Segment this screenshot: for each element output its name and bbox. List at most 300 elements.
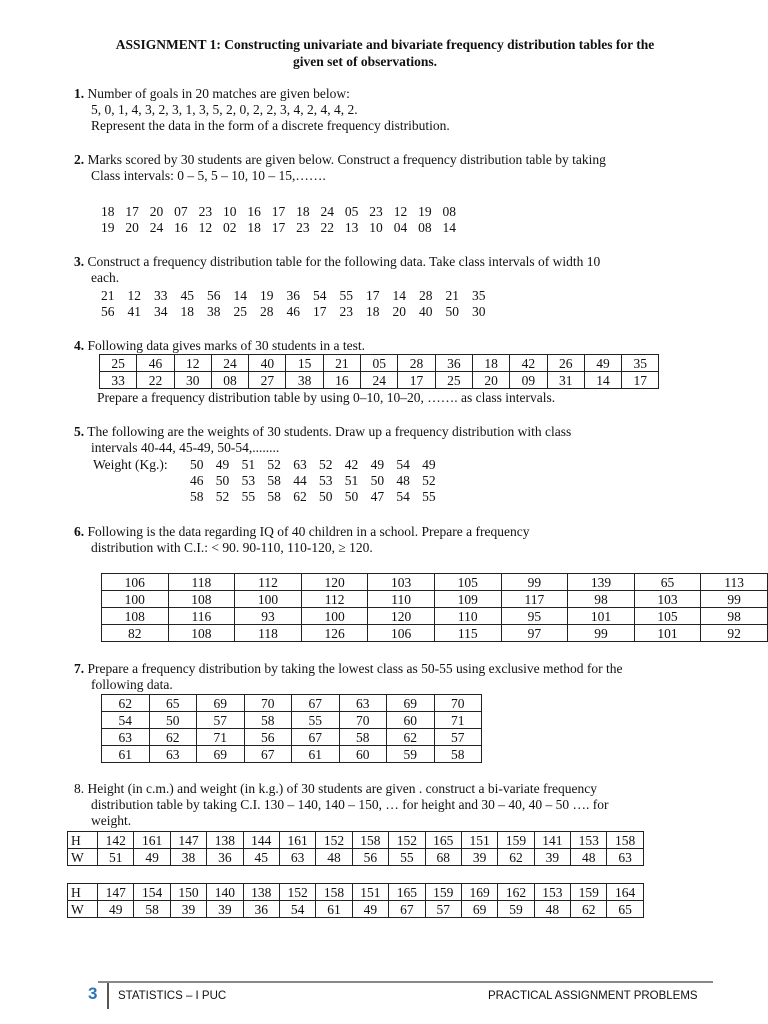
data-value: 54 <box>396 457 410 472</box>
question-5 <box>74 424 571 456</box>
title-line-2: given set of observations. <box>293 54 437 69</box>
data-value: 35 <box>472 288 486 303</box>
question-text: Represent the data in the form of a discrete frequency distribution. <box>91 118 450 133</box>
table-cell: 109 <box>434 591 501 608</box>
table-cell: 68 <box>425 849 461 866</box>
row-label: H <box>68 832 98 849</box>
table-cell: 69 <box>387 695 435 712</box>
page-number: 3 <box>88 984 98 1003</box>
q5-data-row-2 <box>190 473 448 489</box>
data-value: 17 <box>271 204 286 219</box>
question-text: Following is the data regarding IQ of 40 children in a school. Prepare a frequency <box>87 524 530 539</box>
q3-data-row-1 <box>101 288 499 304</box>
question-text: Marks scored by 30 students are given below. Construct a frequency distribution table by taking <box>87 152 606 167</box>
data-value: 50 <box>445 304 459 319</box>
data-value: 47 <box>370 489 385 504</box>
question-number: 1. <box>74 86 85 101</box>
q8-height-weight-table-1 <box>67 831 644 866</box>
data-value: 04 <box>393 220 408 235</box>
table-row <box>102 746 482 763</box>
table-cell: 118 <box>235 625 302 642</box>
data-value: 41 <box>127 304 141 319</box>
table-cell: 56 <box>244 729 292 746</box>
data-value: 24 <box>149 220 164 235</box>
q4-marks-table <box>99 354 659 389</box>
table-cell: 55 <box>389 849 425 866</box>
table-cell: 152 <box>389 832 425 849</box>
table-cell: 99 <box>701 591 768 608</box>
table-cell: 24 <box>361 372 398 389</box>
table-row <box>102 625 768 642</box>
data-value: 18 <box>366 304 380 319</box>
table-cell: 159 <box>571 884 607 901</box>
table-cell: 36 <box>435 355 472 372</box>
table-cell: 100 <box>301 608 368 625</box>
table-cell: 99 <box>501 574 568 591</box>
table-cell: 144 <box>243 832 279 849</box>
data-value: 18 <box>247 220 261 235</box>
table-cell: 147 <box>170 832 206 849</box>
table-cell: 56 <box>352 849 388 866</box>
table-cell: 120 <box>301 574 368 591</box>
question-text: weight. <box>91 813 132 828</box>
data-value: 49 <box>215 457 230 472</box>
table-cell: 165 <box>389 884 425 901</box>
table-cell: 98 <box>568 591 635 608</box>
table-cell: 09 <box>510 372 547 389</box>
data-value: 52 <box>318 457 333 472</box>
table-cell: 98 <box>701 608 768 625</box>
table-cell: 15 <box>286 355 323 372</box>
question-text: each. <box>91 270 120 285</box>
data-value: 14 <box>233 288 247 303</box>
q2-data-row-1 <box>101 204 467 220</box>
table-cell: 93 <box>235 608 302 625</box>
table-cell: 158 <box>607 832 643 849</box>
table-cell: 70 <box>434 695 482 712</box>
table-cell: 105 <box>634 608 701 625</box>
data-value: 63 <box>293 457 307 472</box>
question-number: 8. <box>74 781 85 796</box>
question-text: Prepare a frequency distribution table by using 0–10, 10–20, ……. as class intervals. <box>97 390 556 405</box>
data-value: 40 <box>419 304 433 319</box>
table-cell: 58 <box>434 746 482 763</box>
table-cell: 61 <box>102 746 150 763</box>
data-value: 50 <box>190 457 204 472</box>
table-cell: 20 <box>472 372 509 389</box>
table-cell: 57 <box>434 729 482 746</box>
table-cell: 16 <box>323 372 360 389</box>
table-cell: 141 <box>534 832 570 849</box>
question-number: 5. <box>74 424 85 439</box>
table-cell: 138 <box>207 832 243 849</box>
data-value: 48 <box>396 473 410 488</box>
table-cell: 46 <box>137 355 174 372</box>
data-value: 55 <box>241 489 256 504</box>
table-cell: 59 <box>498 901 534 918</box>
table-cell: 18 <box>472 355 509 372</box>
data-value: 50 <box>215 473 230 488</box>
table-cell: 55 <box>292 712 340 729</box>
question-6 <box>74 524 530 556</box>
question-number: 2. <box>74 152 85 167</box>
table-cell: 112 <box>301 591 368 608</box>
table-cell: 48 <box>534 901 570 918</box>
table-cell: 161 <box>134 832 170 849</box>
data-value: 25 <box>233 304 247 319</box>
table-cell: 65 <box>607 901 643 918</box>
table-cell: 100 <box>102 591 169 608</box>
data-value: 30 <box>472 304 486 319</box>
table-cell: 97 <box>501 625 568 642</box>
table-cell: 54 <box>102 712 150 729</box>
data-value: 12 <box>127 288 141 303</box>
data-value: 21 <box>445 288 459 303</box>
q7-data-table <box>101 694 482 763</box>
data-value: 02 <box>222 220 237 235</box>
data-value: 53 <box>241 473 256 488</box>
table-cell: 105 <box>434 574 501 591</box>
table-cell: 140 <box>207 884 243 901</box>
table-cell: 82 <box>102 625 169 642</box>
table-cell: 36 <box>207 849 243 866</box>
q8-height-weight-table-2 <box>67 883 644 918</box>
weight-row <box>68 849 644 866</box>
q5-data-row-1 <box>190 457 448 473</box>
table-cell: 151 <box>352 884 388 901</box>
table-cell: 40 <box>249 355 286 372</box>
table-cell: 49 <box>584 355 621 372</box>
table-cell: 67 <box>244 746 292 763</box>
table-cell: 36 <box>243 901 279 918</box>
table-cell: 106 <box>368 625 435 642</box>
table-cell: 159 <box>425 884 461 901</box>
question-text: Construct a frequency distribution table for the following data. Take class intervals of width 10 <box>87 254 601 269</box>
data-value: 51 <box>241 457 256 472</box>
data-value: 16 <box>247 204 261 219</box>
data-value: 17 <box>313 304 327 319</box>
data-value: 50 <box>344 489 359 504</box>
data-value: 52 <box>215 489 230 504</box>
data-value: 58 <box>190 489 204 504</box>
data-value: 19 <box>101 220 115 235</box>
height-row <box>68 832 644 849</box>
table-cell: 17 <box>622 372 659 389</box>
q2-data-row-2 <box>101 220 467 236</box>
data-value: 17 <box>366 288 380 303</box>
table-cell: 103 <box>634 591 701 608</box>
row-label: W <box>68 849 98 866</box>
data-value: 12 <box>198 220 213 235</box>
table-row <box>102 729 482 746</box>
table-cell: 57 <box>197 712 245 729</box>
table-cell: 60 <box>387 712 435 729</box>
table-cell: 39 <box>534 849 570 866</box>
table-cell: 153 <box>571 832 607 849</box>
table-cell: 103 <box>368 574 435 591</box>
data-value: 51 <box>344 473 359 488</box>
table-row <box>102 608 768 625</box>
table-cell: 59 <box>387 746 435 763</box>
table-cell: 61 <box>292 746 340 763</box>
question-2 <box>74 152 606 184</box>
table-cell: 17 <box>398 372 435 389</box>
data-value: 14 <box>392 288 406 303</box>
table-cell: 126 <box>301 625 368 642</box>
table-row <box>102 574 768 591</box>
table-cell: 118 <box>168 574 235 591</box>
question-number: 4. <box>74 338 85 353</box>
question-text: distribution with C.I.: < 90. 90-110, 110-120, ≥ 120. <box>91 540 373 555</box>
question-text: intervals 40-44, 45-49, 50-54,........ <box>91 440 280 455</box>
data-value: 23 <box>198 204 213 219</box>
table-cell: 63 <box>279 849 315 866</box>
data-value: 55 <box>339 288 353 303</box>
table-cell: 70 <box>244 695 292 712</box>
table-cell: 69 <box>197 746 245 763</box>
table-cell: 162 <box>498 884 534 901</box>
table-cell: 95 <box>501 608 568 625</box>
table-cell: 100 <box>235 591 302 608</box>
table-cell: 08 <box>211 372 248 389</box>
data-value: 23 <box>369 204 383 219</box>
data-value: 62 <box>293 489 307 504</box>
data-value: 28 <box>260 304 274 319</box>
data-value: 18 <box>101 204 115 219</box>
data-value: 56 <box>207 288 221 303</box>
table-cell: 31 <box>547 372 584 389</box>
row-label: W <box>68 901 98 918</box>
data-value: 23 <box>296 220 310 235</box>
table-cell: 67 <box>389 901 425 918</box>
table-cell: 164 <box>607 884 643 901</box>
table-cell: 58 <box>339 729 387 746</box>
data-value: 52 <box>422 473 436 488</box>
table-cell: 70 <box>339 712 387 729</box>
table-cell: 63 <box>102 729 150 746</box>
table-row <box>100 355 659 372</box>
table-cell: 54 <box>279 901 315 918</box>
question-text: Prepare a frequency distribution by taking the lowest class as 50-55 using exclusive method for the <box>87 661 623 676</box>
table-cell: 62 <box>571 901 607 918</box>
table-row <box>102 695 482 712</box>
table-cell: 61 <box>316 901 352 918</box>
data-value: 38 <box>207 304 221 319</box>
data-value: 33 <box>154 288 168 303</box>
table-cell: 49 <box>352 901 388 918</box>
data-value: 08 <box>442 204 456 219</box>
table-cell: 33 <box>100 372 137 389</box>
table-cell: 38 <box>170 849 206 866</box>
data-value: 52 <box>267 457 281 472</box>
data-value: 17 <box>125 204 139 219</box>
question-data: 5, 0, 1, 4, 3, 2, 3, 1, 3, 5, 2, 0, 2, 2, 3, 4, 2, 4, 4, 2. <box>91 102 358 117</box>
data-value: 21 <box>101 288 115 303</box>
table-cell: 92 <box>701 625 768 642</box>
table-cell: 150 <box>170 884 206 901</box>
question-text: The following are the weights of 30 students. Draw up a frequency distribution with class <box>87 424 572 439</box>
table-cell: 26 <box>547 355 584 372</box>
question-text: Number of goals in 20 matches are given below: <box>87 86 350 101</box>
table-cell: 48 <box>571 849 607 866</box>
table-cell: 108 <box>102 608 169 625</box>
q6-iq-table <box>101 573 768 642</box>
height-row <box>68 884 644 901</box>
table-cell: 24 <box>211 355 248 372</box>
table-cell: 158 <box>316 884 352 901</box>
table-cell: 12 <box>174 355 211 372</box>
table-cell: 69 <box>461 901 497 918</box>
table-cell: 165 <box>425 832 461 849</box>
data-value: 56 <box>101 304 115 319</box>
data-value: 49 <box>370 457 385 472</box>
data-value: 55 <box>422 489 436 504</box>
table-cell: 45 <box>243 849 279 866</box>
data-value: 50 <box>370 473 385 488</box>
table-cell: 60 <box>339 746 387 763</box>
footer-subject: STATISTICS – I PUC <box>118 990 227 1002</box>
table-cell: 106 <box>102 574 169 591</box>
table-cell: 139 <box>568 574 635 591</box>
data-value: 49 <box>422 457 436 472</box>
data-value: 34 <box>154 304 168 319</box>
table-cell: 71 <box>197 729 245 746</box>
table-cell: 152 <box>316 832 352 849</box>
table-cell: 63 <box>607 849 643 866</box>
table-cell: 42 <box>510 355 547 372</box>
data-value: 18 <box>180 304 194 319</box>
table-cell: 48 <box>316 849 352 866</box>
data-value: 16 <box>174 220 188 235</box>
table-cell: 30 <box>174 372 211 389</box>
table-cell: 38 <box>286 372 323 389</box>
table-cell: 27 <box>249 372 286 389</box>
data-value: 50 <box>318 489 333 504</box>
table-cell: 147 <box>98 884 134 901</box>
table-cell: 108 <box>168 625 235 642</box>
data-value: 14 <box>442 220 456 235</box>
question-3 <box>74 254 600 286</box>
question-text: distribution table by taking C.I. 130 – 140, 140 – 150, … for height and 30 – 40, 40 – 50 …. for <box>91 797 609 812</box>
table-cell: 116 <box>168 608 235 625</box>
table-cell: 117 <box>501 591 568 608</box>
data-value: 45 <box>180 288 194 303</box>
data-value: 10 <box>369 220 383 235</box>
question-number: 7. <box>74 661 85 676</box>
data-value: 58 <box>267 489 281 504</box>
data-value: 10 <box>222 204 237 219</box>
data-value: 42 <box>344 457 359 472</box>
data-value: 58 <box>267 473 281 488</box>
table-cell: 108 <box>168 591 235 608</box>
data-value: 12 <box>393 204 408 219</box>
table-cell: 101 <box>568 608 635 625</box>
table-cell: 22 <box>137 372 174 389</box>
table-cell: 49 <box>134 849 170 866</box>
data-value: 24 <box>320 204 335 219</box>
table-cell: 142 <box>98 832 134 849</box>
data-value: 23 <box>339 304 353 319</box>
q5-data-row-3 <box>190 489 448 505</box>
footer-separator <box>107 983 109 1009</box>
q3-data-row-2 <box>101 304 499 320</box>
data-value: 44 <box>293 473 307 488</box>
table-cell: 65 <box>634 574 701 591</box>
data-value: 46 <box>190 473 204 488</box>
table-cell: 39 <box>170 901 206 918</box>
table-cell: 110 <box>368 591 435 608</box>
question-number: 6. <box>74 524 85 539</box>
table-cell: 25 <box>100 355 137 372</box>
data-value: 19 <box>418 204 432 219</box>
table-cell: 152 <box>279 884 315 901</box>
table-cell: 51 <box>98 849 134 866</box>
data-value: 53 <box>318 473 333 488</box>
table-cell: 49 <box>98 901 134 918</box>
table-row <box>102 591 768 608</box>
table-cell: 25 <box>435 372 472 389</box>
data-value: 07 <box>174 204 188 219</box>
question-8 <box>74 781 608 829</box>
data-value: 20 <box>125 220 139 235</box>
table-cell: 62 <box>102 695 150 712</box>
table-cell: 169 <box>461 884 497 901</box>
table-cell: 62 <box>387 729 435 746</box>
data-value: 46 <box>286 304 300 319</box>
question-4 <box>74 338 365 354</box>
data-value: 54 <box>313 288 327 303</box>
table-cell: 50 <box>149 712 197 729</box>
page-title <box>60 36 710 70</box>
table-cell: 39 <box>207 901 243 918</box>
table-cell: 99 <box>568 625 635 642</box>
footer-divider <box>98 981 713 983</box>
table-cell: 58 <box>244 712 292 729</box>
data-value: 19 <box>260 288 274 303</box>
table-cell: 14 <box>584 372 621 389</box>
table-cell: 67 <box>292 729 340 746</box>
data-value: 18 <box>296 204 310 219</box>
table-cell: 112 <box>235 574 302 591</box>
table-cell: 62 <box>149 729 197 746</box>
data-value: 54 <box>396 489 410 504</box>
data-value: 20 <box>392 304 406 319</box>
table-row <box>102 712 482 729</box>
table-cell: 101 <box>634 625 701 642</box>
table-cell: 21 <box>323 355 360 372</box>
data-value: 05 <box>344 204 359 219</box>
question-1 <box>74 86 450 134</box>
table-cell: 113 <box>701 574 768 591</box>
table-cell: 63 <box>149 746 197 763</box>
question-7 <box>74 661 623 693</box>
weight-row <box>68 901 644 918</box>
question-text: Class intervals: 0 – 5, 5 – 10, 10 – 15,……. <box>91 168 326 183</box>
table-cell: 05 <box>361 355 398 372</box>
question-text: following data. <box>91 677 173 692</box>
row-label: H <box>68 884 98 901</box>
table-cell: 57 <box>425 901 461 918</box>
footer-section: PRACTICAL ASSIGNMENT PROBLEMS <box>488 990 698 1002</box>
weight-label: Weight (Kg.): <box>93 457 168 472</box>
table-cell: 151 <box>461 832 497 849</box>
title-line-1: ASSIGNMENT 1: Constructing univariate and bivariate frequency distribution tables for the <box>115 37 655 52</box>
table-cell: 115 <box>434 625 501 642</box>
table-cell: 28 <box>398 355 435 372</box>
data-value: 08 <box>418 220 432 235</box>
table-cell: 39 <box>461 849 497 866</box>
table-cell: 69 <box>197 695 245 712</box>
